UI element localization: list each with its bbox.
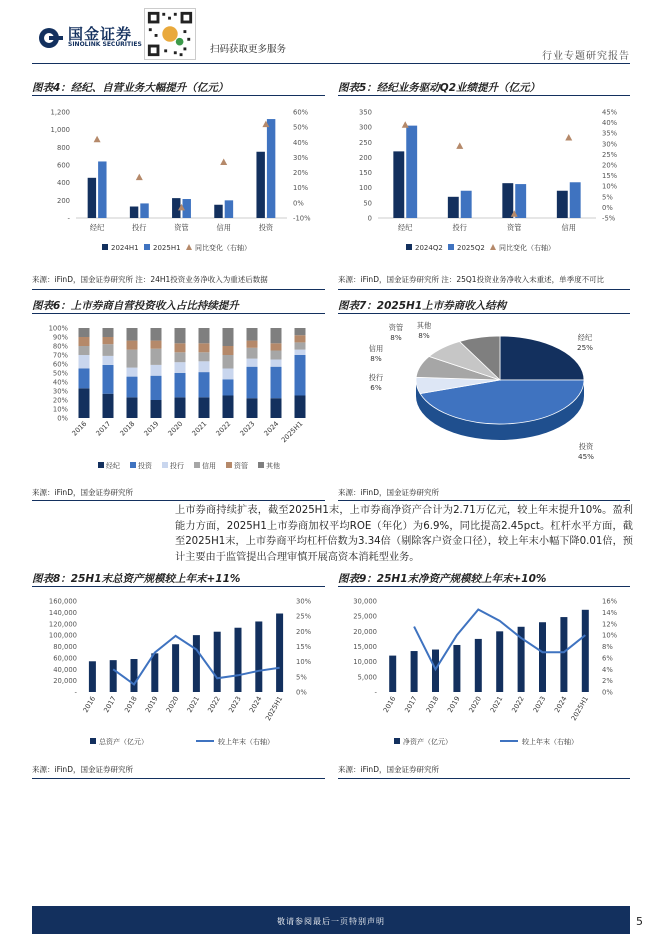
y-left-tick-label: 100 [359,184,372,193]
y-left-tick-label: 200 [359,153,372,162]
x-tick-label: 2024 [553,695,569,714]
y-right-tick-label: 0% [602,688,613,697]
y-left-tick-label: 20,000 [353,627,377,636]
stack-资管 [199,343,210,352]
legend-label: 同比变化（右轴） [499,244,555,252]
x-tick-label: 2023 [227,695,243,714]
y-left-tick-label: 100,000 [48,631,77,640]
bar-asset [539,622,546,692]
legend-label: 净资产（亿元） [403,738,452,746]
stack-经纪 [175,397,186,418]
legend-label: 资管 [234,462,248,470]
stack-资管 [175,343,186,352]
legend-swatch [130,462,136,468]
fig9-source: 来源：iFinD，国金证券研究所 [338,765,439,774]
x-tick-label: 2020 [467,695,484,714]
y-right-tick-label: 20% [296,627,312,636]
y-right-tick-label: 4% [602,665,613,674]
legend-label: 同比变化（右轴） [195,244,251,252]
footer-disclaimer: 敬请参阅最后一页特别声明 [32,906,630,934]
fig8-source: 来源：iFinD，国金证券研究所 [32,765,133,774]
legend-swatch [226,462,232,468]
x-tick-label: 2018 [123,695,139,714]
x-tick-label: 2021 [185,695,202,714]
pie-label-name: 投行 [368,373,384,382]
x-tick-label: 2016 [381,695,398,714]
bar-asset [582,610,589,692]
y-tick-label: 90% [52,333,68,342]
bar-2024H1 [172,198,180,218]
y-right-tick-label: 10% [293,184,309,193]
y-left-tick-label: 400 [57,179,70,188]
fig4-bottom-rule [32,289,325,290]
stack-投资 [271,367,282,399]
y-tick-label: 70% [52,351,68,360]
y-tick-label: 30% [52,387,68,396]
y-right-tick-label: 12% [602,620,618,629]
stack-投行 [247,359,258,367]
fig8-chart [32,591,325,751]
x-tick-label: 2024 [262,419,281,438]
y-right-tick-label: -10% [293,214,311,223]
legend-swatch [258,462,264,468]
y-left-tick-label: 60,000 [53,654,77,663]
stack-其他 [79,328,90,337]
pie-label-value: 8% [370,354,382,363]
stack-其他 [271,328,282,343]
stack-资管 [271,343,282,350]
pie-label-name: 其他 [416,321,432,330]
pie-label-value: 8% [390,333,402,342]
stack-投资 [79,369,90,389]
bar-2024H1 [88,178,96,218]
fig8-bottom-rule [32,778,325,779]
y-right-tick-label: 60% [293,108,309,117]
pie-label-value: 8% [418,331,430,340]
pie-label-name: 投资 [578,442,594,451]
x-tick-label: 2018 [424,695,441,714]
x-tick-label: 2023 [238,419,257,438]
y-tick-label: 100% [48,324,68,333]
legend-label: 较上年末（右轴） [522,738,578,746]
x-tick-label: 2025H1 [569,695,591,723]
y-right-tick-label: 50% [293,123,309,132]
bar-2025Q2 [461,191,472,218]
x-tick-label: 2017 [94,419,113,438]
stack-经纪 [271,398,282,418]
y-left-tick-label: 40,000 [53,665,77,674]
bar-asset [110,660,117,692]
y-left-tick-label: 1,200 [50,108,70,117]
y-right-tick-label: 10% [602,631,618,640]
stack-投行 [271,360,282,367]
y-right-tick-label: 40% [602,119,618,128]
bar-asset [235,628,242,692]
brand-name: 国金证券 [68,25,133,43]
stack-信用 [103,344,114,356]
x-tick-label: 2024 [247,695,264,714]
y-left-tick-label: 160,000 [48,597,77,606]
legend-swatch [406,244,412,250]
yoy-marker [456,142,463,149]
fig7-title: 图表7：2025H1上市券商收入结构 [338,294,630,314]
legend-label: 2024Q2 [415,244,443,252]
y-right-tick-label: 45% [602,108,618,117]
y-left-tick-label: 80,000 [53,643,77,651]
legend-swatch [98,462,104,468]
x-tick-label: 2025H1 [264,695,285,723]
stack-信用 [175,352,186,362]
x-tick-label: 2016 [70,419,89,438]
y-left-tick-label: 1,000 [50,126,70,135]
y-right-tick-label: 5% [296,673,307,682]
legend-swatch [448,244,454,250]
y-right-tick-label: 20% [293,169,309,178]
report-type: 行业专题研究报告 [542,51,630,62]
y-left-tick-label: 300 [359,123,372,132]
y-right-tick-label: 0% [602,203,613,212]
stack-资管 [79,337,90,346]
stack-信用 [127,350,138,368]
bar-2024H1 [130,207,138,218]
bar-asset [475,639,482,692]
bar-asset [496,631,503,692]
y-left-tick-label: 250 [359,138,372,147]
bar-asset [172,644,179,692]
stack-信用 [271,351,282,360]
fig4-title: 图表4：经纪、自营业务大幅提升（亿元） [32,76,325,96]
y-right-tick-label: 5% [602,193,613,202]
legend-label: 2025Q2 [457,244,485,252]
bar-2024Q2 [502,183,513,218]
legend-label: 较上年末（右轴） [218,738,274,746]
fig5-source: 来源：iFinD，国金证券研究所 注：25Q1投资业务净收入未重述，单季度不可比 [338,275,605,284]
y-right-tick-label: 10% [296,658,312,667]
body-paragraph: 上市券商持续扩表，截至2025H1末，上市券商净资产合计为2.71万亿元，较上年末提升10%。盈利能力方面，2025H1上市券商加权平均ROE（年化）为6.9%，同比提高2.45pct。杠杆水平方面，截至2025H1末，上市券商平均杠杆倍数为3.34倍（剔除客户资金口径），较上年末小幅下降0.01倍，预计主要由于监管提出合理审慎开展高资本消耗型业务。 [175,505,633,563]
bar-2025Q2 [570,182,581,218]
x-tick-label: 2020 [164,695,181,714]
y-right-tick-label: 14% [602,608,618,617]
y-right-tick-label: 30% [602,140,618,149]
legend-marker [186,244,192,250]
bar-asset [151,653,158,692]
bar-asset [453,645,460,692]
x-tick-label: 2021 [190,419,209,438]
bar-asset [560,617,567,692]
x-tick-label: 经纪 [89,223,105,232]
fig6-chart [32,318,325,478]
bar-2025H1 [98,161,106,218]
y-right-tick-label: 6% [602,654,613,663]
fig6-title: 图表6：上市券商自营投资收入占比持续提升 [32,294,325,314]
legend-swatch [144,244,150,250]
y-left-tick-label: 0 [367,214,372,223]
legend-swatch [194,462,200,468]
x-tick-label: 信用 [216,223,231,232]
stack-投行 [199,361,210,372]
bar-2025H1 [225,200,233,218]
header-divider [32,63,630,64]
x-tick-label: 2019 [142,419,161,438]
fig5-title: 图表5：经纪业务驱动Q2业绩提升（亿元） [338,76,630,96]
stack-投行 [223,369,234,380]
y-right-tick-label: 40% [293,138,309,147]
bar-asset [389,656,396,692]
bar-2024H1 [214,205,222,218]
fig4-chart [32,100,325,265]
page-number: 5 [636,915,643,928]
bar-2025H1 [267,119,275,218]
fig6-bottom-rule [32,500,325,501]
y-left-tick-label: 200 [57,196,70,205]
stack-其他 [223,328,234,346]
legend-label: 2025H1 [153,244,181,252]
yoy-marker [136,174,143,181]
x-tick-label: 2020 [166,419,185,438]
fig9-bottom-rule [338,778,630,779]
y-left-tick-label: 50 [363,199,372,208]
bar-2024Q2 [557,191,568,218]
stack-投资 [223,379,234,395]
x-tick-label: 2017 [403,695,419,714]
bar-2024H1 [256,152,264,218]
pie-label-name: 资管 [388,323,404,332]
y-left-tick-label: 5,000 [357,673,377,682]
qr-code-icon[interactable] [144,8,196,60]
legend-swatch [90,738,96,744]
stack-信用 [223,355,234,369]
x-tick-label: 2022 [510,695,526,714]
stack-资管 [247,341,258,348]
y-left-tick-label: 350 [359,108,372,117]
bar-asset [89,661,96,692]
legend-swatch [394,738,400,744]
stack-其他 [175,328,186,343]
legend-label: 经纪 [106,462,120,470]
x-tick-label: 2017 [102,695,118,714]
x-tick-label: 信用 [561,223,576,232]
bar-asset [255,621,262,692]
y-left-tick-label: - [67,214,70,223]
y-left-tick-label: 600 [57,161,70,170]
yoy-marker [94,136,101,143]
fig5-bottom-rule [338,289,630,290]
stack-投资 [175,373,186,397]
fig7-chart [338,318,630,478]
pie-label-value: 45% [578,452,594,461]
stack-信用 [295,342,306,349]
y-right-tick-label: 15% [296,643,312,651]
y-right-tick-label: 15% [602,172,618,181]
bar-2024Q2 [393,151,404,218]
y-right-tick-label: 25% [296,612,312,621]
y-right-tick-label: 35% [602,129,618,138]
x-tick-label: 2022 [214,419,233,438]
stack-投资 [199,372,210,397]
x-tick-label: 投行 [452,223,467,232]
y-right-tick-label: 8% [602,643,613,651]
brand-name-en: SINOLINK SECURITIES [68,41,142,48]
y-right-tick-label: 20% [602,161,618,170]
stack-资管 [127,341,138,350]
fig8-title: 图表8：25H1末总资产规模较上年末+11% [32,567,325,587]
x-tick-label: 2023 [531,695,548,714]
y-left-tick-label: 30,000 [353,597,377,606]
legend-label: 信用 [202,462,216,470]
scan-prompt: 扫码获取更多服务 [210,44,287,55]
legend-label: 投资 [138,462,152,470]
y-left-tick-label: 120,000 [48,620,77,629]
stack-经纪 [223,396,234,419]
stack-资管 [103,337,114,344]
x-tick-label: 2018 [118,419,137,438]
y-left-tick-label: 20,000 [53,677,77,686]
stack-经纪 [295,396,306,419]
stack-其他 [247,328,258,341]
x-tick-label: 资管 [174,223,189,232]
stack-投资 [127,377,138,398]
sinolink-logo-icon [38,27,64,49]
bar-asset [276,614,283,692]
y-tick-label: 60% [52,360,68,369]
fig9-title: 图表9：25H1末净资产规模较上年末+10% [338,567,630,587]
y-left-tick-label: 10,000 [353,658,377,667]
y-right-tick-label: 0% [293,199,304,208]
stack-其他 [127,328,138,341]
y-left-tick-label: - [74,688,77,697]
bar-2025H1 [140,203,148,218]
stack-经纪 [199,397,210,418]
bar-asset [193,635,200,692]
stack-信用 [79,346,90,355]
fig7-source: 来源：iFinD，国金证券研究所 [338,488,439,497]
stack-投行 [175,362,186,373]
stack-经纪 [103,394,114,418]
stack-其他 [103,328,114,337]
legend-label: 其他 [266,462,280,470]
yoy-marker [220,158,227,165]
bar-asset [411,651,418,692]
x-tick-label: 2019 [143,695,160,714]
stack-投资 [247,367,258,399]
stack-信用 [247,348,258,359]
stack-资管 [223,346,234,355]
y-left-tick-label: 15,000 [353,643,377,651]
yoy-marker [565,134,572,141]
stack-经纪 [79,388,90,418]
y-right-tick-label: 30% [296,597,312,606]
x-tick-label: 2016 [81,695,98,714]
stack-经纪 [127,397,138,418]
yoy-marker [402,121,409,128]
pie-label-name: 经纪 [577,333,593,342]
bar-2024Q2 [448,197,459,218]
y-left-tick-label: - [374,688,377,697]
stack-信用 [151,349,162,365]
pie-label-name: 信用 [368,344,384,353]
legend-swatch [102,244,108,250]
legend-swatch [162,462,168,468]
x-tick-label: 投行 [132,223,147,232]
y-tick-label: 50% [52,369,68,378]
legend-label: 投行 [170,462,184,470]
bar-2025Q2 [406,126,417,218]
pie-label-value: 25% [577,343,593,352]
fig7-bottom-rule [338,500,630,501]
x-tick-label: 资管 [507,223,522,232]
y-tick-label: 0% [57,414,68,423]
fig4-source: 来源：iFinD，国金证券研究所 注：24H1投资业务净收入为重述后数据 [32,275,268,284]
x-tick-label: 2025H1 [279,419,305,445]
stack-投资 [151,376,162,400]
y-right-tick-label: 10% [602,182,618,191]
stack-投资 [103,365,114,394]
x-tick-label: 2022 [206,695,222,714]
y-right-tick-label: 2% [602,677,613,686]
stack-资管 [295,335,306,342]
y-right-tick-label: 25% [602,150,618,159]
stack-其他 [295,328,306,335]
stack-经纪 [151,400,162,418]
stack-投行 [127,368,138,377]
y-tick-label: 40% [52,378,68,387]
stack-其他 [151,328,162,341]
y-left-tick-label: 25,000 [353,612,377,621]
y-left-tick-label: 150 [359,169,372,178]
x-tick-label: 经纪 [398,223,413,232]
fig6-source: 来源：iFinD，国金证券研究所 [32,488,133,497]
y-left-tick-label: 800 [57,143,70,152]
y-right-tick-label: 0% [296,688,307,697]
legend-label: 2024H1 [111,244,139,252]
y-left-tick-label: 140,000 [48,608,77,617]
stack-资管 [151,341,162,349]
stack-投行 [151,365,162,376]
y-right-tick-label: 16% [602,597,618,606]
y-right-tick-label: 30% [293,153,309,162]
bar-2025Q2 [515,184,526,218]
pie-label-value: 6% [370,383,382,392]
pie-slice-经纪 [500,336,584,380]
stack-投资 [295,355,306,396]
fig5-chart [338,100,630,265]
bar-asset [214,632,221,692]
y-tick-label: 10% [52,405,68,414]
stack-投行 [295,350,306,355]
stack-其他 [199,328,210,343]
fig9-chart [338,591,630,751]
legend-marker [490,244,496,250]
x-tick-label: 2019 [446,695,462,714]
y-tick-label: 20% [52,396,68,405]
stack-经纪 [247,398,258,418]
y-tick-label: 80% [52,342,68,351]
stack-投行 [79,355,90,369]
x-tick-label: 2021 [488,695,505,714]
stack-投行 [103,356,114,365]
stack-信用 [199,352,210,361]
legend-label: 总资产（亿元） [99,738,148,746]
bar-asset [131,659,138,692]
x-tick-label: 投资 [258,223,274,232]
y-right-tick-label: -5% [602,214,616,223]
